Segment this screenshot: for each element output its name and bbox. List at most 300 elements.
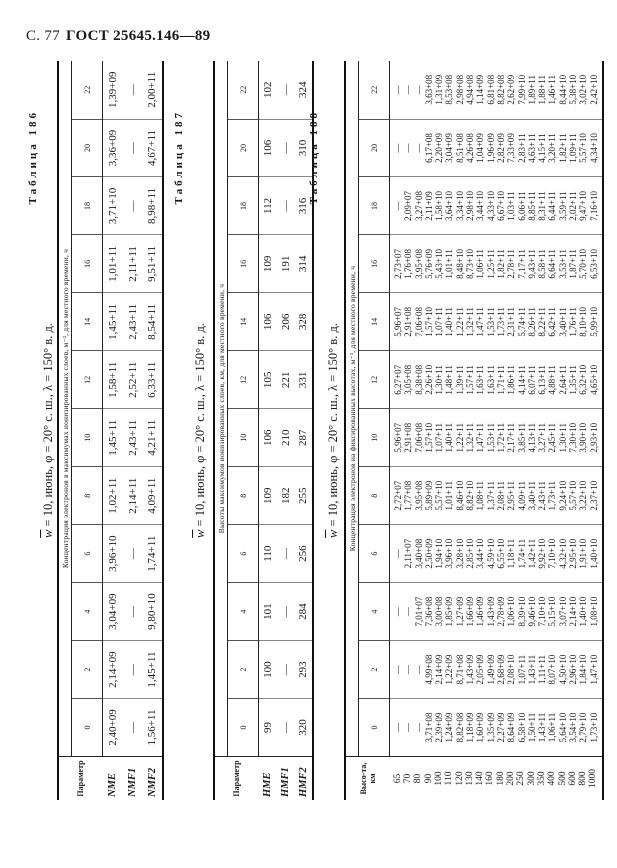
title-conditions: = 10, июнь, φ = 20° с. ш., λ = 150° в. д.	[193, 323, 207, 530]
table-cell: 3,64+10	[444, 191, 455, 221]
table-cell: —	[393, 201, 403, 211]
table-cell: 1,37+11	[485, 480, 496, 511]
table-cell: 2,05+09	[475, 654, 486, 685]
table-cell: 2,27+09	[495, 712, 506, 743]
table-cell: 4,99+08	[423, 654, 434, 685]
table-cell: 2,43+11	[123, 293, 143, 351]
table-cell: 2,14+11	[123, 467, 143, 525]
table-cell: 1,43+11	[537, 712, 548, 743]
table-cell: 328	[295, 293, 313, 351]
table-cell: 4,21+11	[143, 409, 163, 467]
table-cell: —	[393, 143, 403, 153]
table-cell: —	[123, 61, 143, 119]
height-value: 800	[578, 771, 589, 786]
table-cell: 4,50+10	[557, 654, 568, 685]
table-cell: 8,51+08	[454, 133, 465, 163]
height-value: 500	[557, 771, 568, 786]
param-header: Высо-та, км	[345, 757, 390, 801]
table-cell: 8,38+08	[413, 364, 424, 395]
table-row	[103, 61, 123, 800]
hour-header: 4	[72, 583, 103, 641]
table-cell: 6,07+11	[526, 365, 537, 395]
table-cell: 1,48+11	[444, 365, 455, 395]
table-cell: 3,40+11	[526, 480, 537, 511]
hour-column	[390, 641, 603, 699]
table-cell: 6,44+11	[547, 191, 558, 221]
table-cell: 1,30+11	[557, 423, 568, 453]
hour-header: 22	[359, 61, 390, 119]
table-cell: 1,24+09	[444, 712, 455, 743]
table-cell: 8,82+08	[454, 712, 465, 743]
table-cell: 3,96+10	[444, 538, 455, 569]
table-cell: 1,46+11	[547, 75, 558, 105]
hour-column	[390, 177, 603, 235]
table-cell: 210	[277, 409, 295, 467]
table-cell: 182	[277, 467, 295, 525]
table-cell: 3,96+10	[103, 525, 123, 583]
table-cell: 2,79+10	[578, 712, 589, 743]
table-cell: 3,53+11	[557, 249, 568, 279]
table-cell: 4,14+11	[516, 365, 527, 395]
table-cell: —	[403, 143, 414, 153]
table-cell: 2,00+11	[143, 61, 163, 119]
table-cell: 2,62+09	[506, 74, 517, 105]
table-cell: 6,81+08	[485, 74, 496, 105]
table-title	[41, 61, 56, 800]
height-value: 600	[567, 771, 578, 786]
table-cell: 5,76+09	[423, 248, 434, 279]
table-cell: 1,66+09	[465, 596, 476, 627]
table-cell: 2,43+11	[537, 480, 548, 511]
table-cell: 1,74+11	[516, 538, 527, 569]
table-cell: 2,08+10	[506, 654, 517, 685]
table-cell: —	[277, 583, 295, 641]
table-cell: 5,70+10	[578, 248, 589, 279]
table-cell: 1,06+11	[475, 249, 486, 279]
height-value: 350	[536, 771, 547, 786]
hour-header: 18	[72, 177, 103, 235]
table-cell: 7,36+08	[423, 596, 434, 627]
table-cell: —	[413, 143, 424, 153]
table-cell: 6,55+10	[495, 538, 506, 569]
row-parameter: HMF1	[277, 757, 295, 801]
height-value: 400	[547, 771, 558, 786]
table-cell: 6,58+10	[516, 712, 527, 743]
caption-row	[214, 61, 228, 800]
table-cell: 3,04+09	[103, 583, 123, 641]
table-cell: 3,28+10	[454, 538, 465, 569]
table-cell: 3,27+11	[537, 423, 548, 453]
height-value: 200	[506, 771, 517, 786]
table-cell: 1,43+11	[526, 654, 537, 685]
table-cell: 3,40+11	[557, 307, 568, 337]
title-variable: $\overline{w}$	[193, 529, 207, 538]
hour-header: 20	[359, 119, 390, 177]
table-cell: 4,88+11	[547, 365, 558, 395]
table-cell: 8,82+08	[495, 74, 506, 105]
hour-header: 14	[359, 293, 390, 351]
row-parameter: NME	[103, 757, 123, 801]
table-cell: 5,96+07	[393, 306, 403, 337]
hour-header: 0	[359, 699, 390, 757]
table-cell: 6,42+11	[547, 307, 558, 337]
table-cell: 1,57+10	[423, 306, 434, 337]
table-cell: 1,14+09	[475, 74, 486, 105]
table-cell: 1,76+11	[568, 307, 579, 337]
hour-column	[390, 61, 603, 119]
table-cell: —	[123, 177, 143, 235]
height-value: 80	[413, 773, 424, 784]
table-cell: —	[277, 119, 295, 177]
table-cell: 106	[259, 119, 277, 177]
row-parameter: HME	[259, 757, 277, 801]
table-cell: 1,08+10	[588, 596, 599, 627]
table-label: Таблица 187	[173, 110, 185, 205]
table-cell: 8,85+11	[526, 191, 537, 221]
height-value: 250	[516, 771, 527, 786]
table-cell: 2,98+10	[465, 191, 476, 221]
table-cell: 1,42+11	[526, 538, 537, 569]
hour-header: 10	[359, 409, 390, 467]
height-value: 90	[423, 773, 434, 784]
table-cell: 3,00+08	[434, 596, 445, 627]
hour-header: 6	[228, 525, 259, 583]
table-cell: 2,37+10	[588, 480, 599, 511]
table-cell: 100	[259, 641, 277, 699]
table-cell: 3,44+10	[475, 538, 486, 569]
table-cell: 102	[259, 61, 277, 119]
table-cell: —	[413, 665, 424, 675]
table-cell: 1,73+11	[495, 307, 506, 337]
table-cell: 4,09+11	[516, 480, 527, 511]
table-cell: 6,06+11	[516, 191, 527, 221]
table-cell: 1,01+11	[103, 235, 123, 293]
hour-header: 16	[72, 235, 103, 293]
table-cell: 1,32+11	[465, 423, 476, 453]
table-body-row	[390, 61, 603, 800]
table-cell: 2,45+11	[547, 423, 558, 453]
table-cell: 1,27+09	[454, 596, 465, 627]
table-cell: 2,95+11	[506, 480, 517, 511]
table-cell: 2,08+11	[495, 480, 506, 511]
table-cell: 2,83+11	[516, 133, 527, 163]
table-cell: 3,07+10	[557, 596, 568, 627]
table-cell: 8,53+08	[444, 74, 455, 105]
table-cell: 256	[295, 525, 313, 583]
title-conditions: = 10, июнь, φ = 20° с. ш., λ = 150° в. д.	[41, 323, 55, 530]
table-cell: 1,63+11	[475, 365, 486, 395]
hour-header: 20	[228, 119, 259, 177]
table-cell: 1,18+11	[506, 538, 517, 569]
hour-column	[390, 583, 603, 641]
table-cell: 1,01+11	[444, 480, 455, 511]
title-conditions: = 10, июнь, φ = 20° с. ш., λ = 150° в. д.	[326, 323, 340, 530]
row-parameter: NMF2	[143, 757, 163, 801]
table-cell: 8,71+08	[454, 654, 465, 685]
table-cell: 5,57+10	[434, 480, 445, 511]
table-cell: 1,45+11	[143, 641, 163, 699]
table-cell: 3,71+08	[423, 712, 434, 743]
param-header: Параметр	[58, 757, 103, 801]
table-cell: 3,63+08	[423, 74, 434, 105]
table-cell: 1,06+11	[547, 712, 558, 743]
table-cell: 7,16+10	[588, 191, 599, 221]
table-caption: Высоты максимумов ионизированных слоев, км, для местного времени, ч	[214, 61, 228, 757]
table-cell: 1,86+11	[506, 365, 517, 395]
table-cell: 2,93+10	[588, 422, 599, 453]
table-cell: 8,54+11	[143, 293, 163, 351]
table-cell: 1,53+11	[485, 307, 496, 337]
height-value: 1000	[588, 769, 599, 788]
table-cell: 8,98+11	[143, 177, 163, 235]
hours-row	[72, 61, 103, 800]
table-cell: 2,20+09	[434, 133, 445, 163]
table-cell: 5,99+10	[588, 306, 599, 337]
table-cell: 3,22+10	[578, 480, 589, 511]
table-cell: 2,11+11	[123, 235, 143, 293]
height-value: 300	[526, 771, 537, 786]
table-cell: 1,84+10	[578, 654, 589, 685]
table-cell: 8,64+09	[506, 712, 517, 743]
table-cell: 1,89+11	[526, 75, 537, 105]
table-cell: —	[123, 525, 143, 583]
table-cell: 1,43+09	[485, 596, 496, 627]
table-cell: 2,98+08	[454, 74, 465, 105]
table-cell: 8,73+10	[465, 248, 476, 279]
table-cell: —	[123, 119, 143, 177]
table-cell: 2,11+07	[403, 538, 414, 569]
table-cell: 3,59+11	[557, 191, 568, 221]
table-cell: 284	[295, 583, 313, 641]
table-cell: —	[277, 699, 295, 757]
table-cell: 320	[295, 699, 313, 757]
table-cell: 5,38+10	[568, 74, 579, 105]
table-cell: 4,13+11	[526, 423, 537, 453]
table-cell: —	[393, 665, 403, 675]
hour-header: 2	[228, 641, 259, 699]
table-cell: 1,07+11	[434, 307, 445, 337]
table-cell: 1,87+11	[568, 249, 579, 279]
table-cell: 4,32+10	[557, 538, 568, 569]
table-cell: 2,72+07	[393, 480, 403, 511]
table-cell: 1,76+08	[403, 248, 414, 279]
page-number: С. 77	[26, 28, 61, 44]
hour-header: 4	[359, 583, 390, 641]
data-table	[57, 61, 164, 800]
table-cell: 1,04+09	[475, 133, 486, 163]
table-cell: 1,40+10	[588, 538, 599, 569]
table-cell: 1,32+11	[465, 307, 476, 337]
table-cell: 331	[295, 351, 313, 409]
table-cell: —	[277, 525, 295, 583]
table-cell: 206	[277, 293, 295, 351]
table-cell: 1,94+10	[434, 538, 445, 569]
caption-row	[345, 61, 359, 800]
table-cell: 8,82+10	[465, 480, 476, 511]
table-cell: 5,64+10	[557, 712, 568, 743]
table-cell: 1,40+11	[444, 307, 455, 337]
table-cell: 5,89+09	[423, 480, 434, 511]
table-cell: 8,10+10	[578, 306, 589, 337]
table-cell: 3,95+08	[413, 480, 424, 511]
table-cell: 2,78+11	[506, 249, 517, 279]
hour-header: 14	[228, 293, 259, 351]
table-cell: 1,56+11	[143, 699, 163, 757]
hour-header: 8	[228, 467, 259, 525]
table-cell: 3,90+10	[578, 422, 589, 453]
table-cell: 4,26+08	[465, 133, 476, 163]
table-cell: 8,22+11	[537, 307, 548, 337]
table-cell: 1,35+11	[568, 365, 579, 395]
table-cell: 9,51+11	[143, 235, 163, 293]
table-cell: 2,82+09	[495, 133, 506, 163]
hour-header: 6	[72, 525, 103, 583]
table-cell: 1,39+09	[103, 61, 123, 119]
hour-column	[390, 293, 603, 351]
table-caption: Концентрация электронов на фиксированных высотах, м⁻³, для местного времени, ч	[345, 61, 359, 757]
hour-header: 22	[72, 61, 103, 119]
table-cell: 1,49+09	[485, 654, 496, 685]
table-cell: 7,10+10	[547, 538, 558, 569]
table-cell: 1,22+09	[444, 654, 455, 685]
table-cell: 324	[295, 61, 313, 119]
table-cell: 1,63+11	[485, 365, 496, 395]
table-cell: 9,92+10	[537, 538, 548, 569]
hour-header: 6	[359, 525, 390, 583]
table-cell: 316	[295, 177, 313, 235]
table-cell: 4,59+10	[485, 538, 496, 569]
hours-row	[359, 61, 390, 800]
table-cell: 4,67+11	[143, 119, 163, 177]
table-cell: 1,03+11	[506, 191, 517, 221]
table-row	[259, 61, 277, 800]
table-cell: 1,57+11	[465, 365, 476, 395]
table-cell: 106	[259, 293, 277, 351]
table-cell: 8,46+10	[454, 480, 465, 511]
table-cell: 2,73+07	[393, 248, 403, 279]
table-cell: 1,18+09	[465, 712, 476, 743]
hour-header: 12	[228, 351, 259, 409]
table-cell: 7,06+08	[413, 422, 424, 453]
table-cell: 3,34+10	[454, 191, 465, 221]
table-cell: 1,43+09	[465, 654, 476, 685]
table-cell: 109	[259, 467, 277, 525]
table-cell: 2,17+11	[506, 423, 517, 453]
table-cell: —	[413, 85, 424, 95]
table-cell: 1,77+08	[403, 480, 414, 511]
table-cell: 4,09+11	[143, 467, 163, 525]
table-cell: 9,47+10	[578, 191, 589, 221]
table-cell: 2,42+10	[588, 74, 599, 105]
table-cell: 293	[295, 641, 313, 699]
table-cell: 5,15+10	[547, 596, 558, 627]
table-cell: 105	[259, 351, 277, 409]
param-header: Параметр	[214, 757, 259, 801]
table-cell: 3,27+08	[413, 191, 424, 221]
table-cell: 7,30+10	[568, 422, 579, 453]
table-cell: 99	[259, 699, 277, 757]
table-cell: 8,26+11	[526, 307, 537, 337]
hour-column	[390, 699, 603, 757]
table-cell: 1,31+09	[434, 74, 445, 105]
height-value: 70	[403, 773, 414, 784]
height-value: 130	[464, 771, 475, 786]
data-table	[213, 61, 314, 800]
table-cell: 5,43+10	[434, 248, 445, 279]
table-cell: 2,91+08	[403, 306, 414, 337]
table-cell: —	[277, 641, 295, 699]
table-cell: —	[403, 85, 414, 95]
table-cell: 8,31+11	[537, 191, 548, 221]
table-cell: 1,72+11	[495, 423, 506, 453]
hours-row	[228, 61, 259, 800]
height-value: 65	[392, 773, 403, 784]
table-cell: 310	[295, 119, 313, 177]
table-cell: —	[277, 177, 295, 235]
table-cell: 3,44+10	[475, 191, 486, 221]
table-cell: 1,73+10	[588, 712, 599, 743]
hour-header: 16	[228, 235, 259, 293]
hour-column	[390, 119, 603, 177]
table-cell: 1,22+11	[454, 423, 465, 453]
hour-header: 10	[72, 409, 103, 467]
table-cell: —	[403, 665, 414, 675]
hour-header: 8	[72, 467, 103, 525]
row-parameter: NMF1	[123, 757, 143, 801]
table-cell: 1,07+11	[516, 654, 527, 685]
height-value: 140	[475, 771, 486, 786]
table-cell: 2,14+09	[103, 641, 123, 699]
table-cell: 8,07+10	[547, 654, 558, 685]
table-cell: 4,63+11	[526, 133, 537, 163]
table-cell: —	[393, 85, 403, 95]
table-cell: 1,71+11	[495, 365, 506, 395]
table-cell: 1,73+11	[547, 480, 558, 511]
table-cell: 4,15+11	[537, 133, 548, 163]
row-parameter: HMF2	[295, 757, 313, 801]
table-cell: 2,64+11	[557, 365, 568, 395]
table-cell: 8,48+10	[454, 248, 465, 279]
hour-header: 8	[359, 467, 390, 525]
table-cell: 7,06+08	[413, 306, 424, 337]
table-cell: —	[403, 723, 414, 733]
height-value: 120	[454, 771, 465, 786]
table-cell: 2,26+10	[423, 364, 434, 395]
table-cell: 4,65+10	[588, 364, 599, 395]
data-table	[344, 61, 604, 800]
table-cell: 6,32+10	[578, 364, 589, 395]
table-cell: 1,82+11	[495, 249, 506, 279]
table-cell: —	[123, 641, 143, 699]
table-cell: 1,47+11	[475, 423, 486, 453]
table-cell: 1,60+09	[475, 712, 486, 743]
table-cell: 3,05+08	[403, 364, 414, 395]
table-cell: 1,07+11	[434, 423, 445, 453]
rotated-tables-area	[15, 40, 605, 820]
table-cell: 1,50+11	[526, 712, 537, 743]
table-row	[277, 61, 295, 800]
table-cell: 5,74+11	[516, 307, 527, 337]
table-label: Таблица 186	[27, 110, 39, 205]
table-cell: —	[413, 723, 424, 733]
table-cell: 2,68+09	[495, 654, 506, 685]
table-cell: 3,85+11	[516, 423, 527, 453]
table-cell: 8,44+10	[557, 74, 568, 105]
table-cell: 7,99+10	[516, 74, 527, 105]
hour-header: 12	[72, 351, 103, 409]
table-cell: 5,57+10	[578, 133, 589, 163]
table-cell: 1,47+11	[475, 307, 486, 337]
